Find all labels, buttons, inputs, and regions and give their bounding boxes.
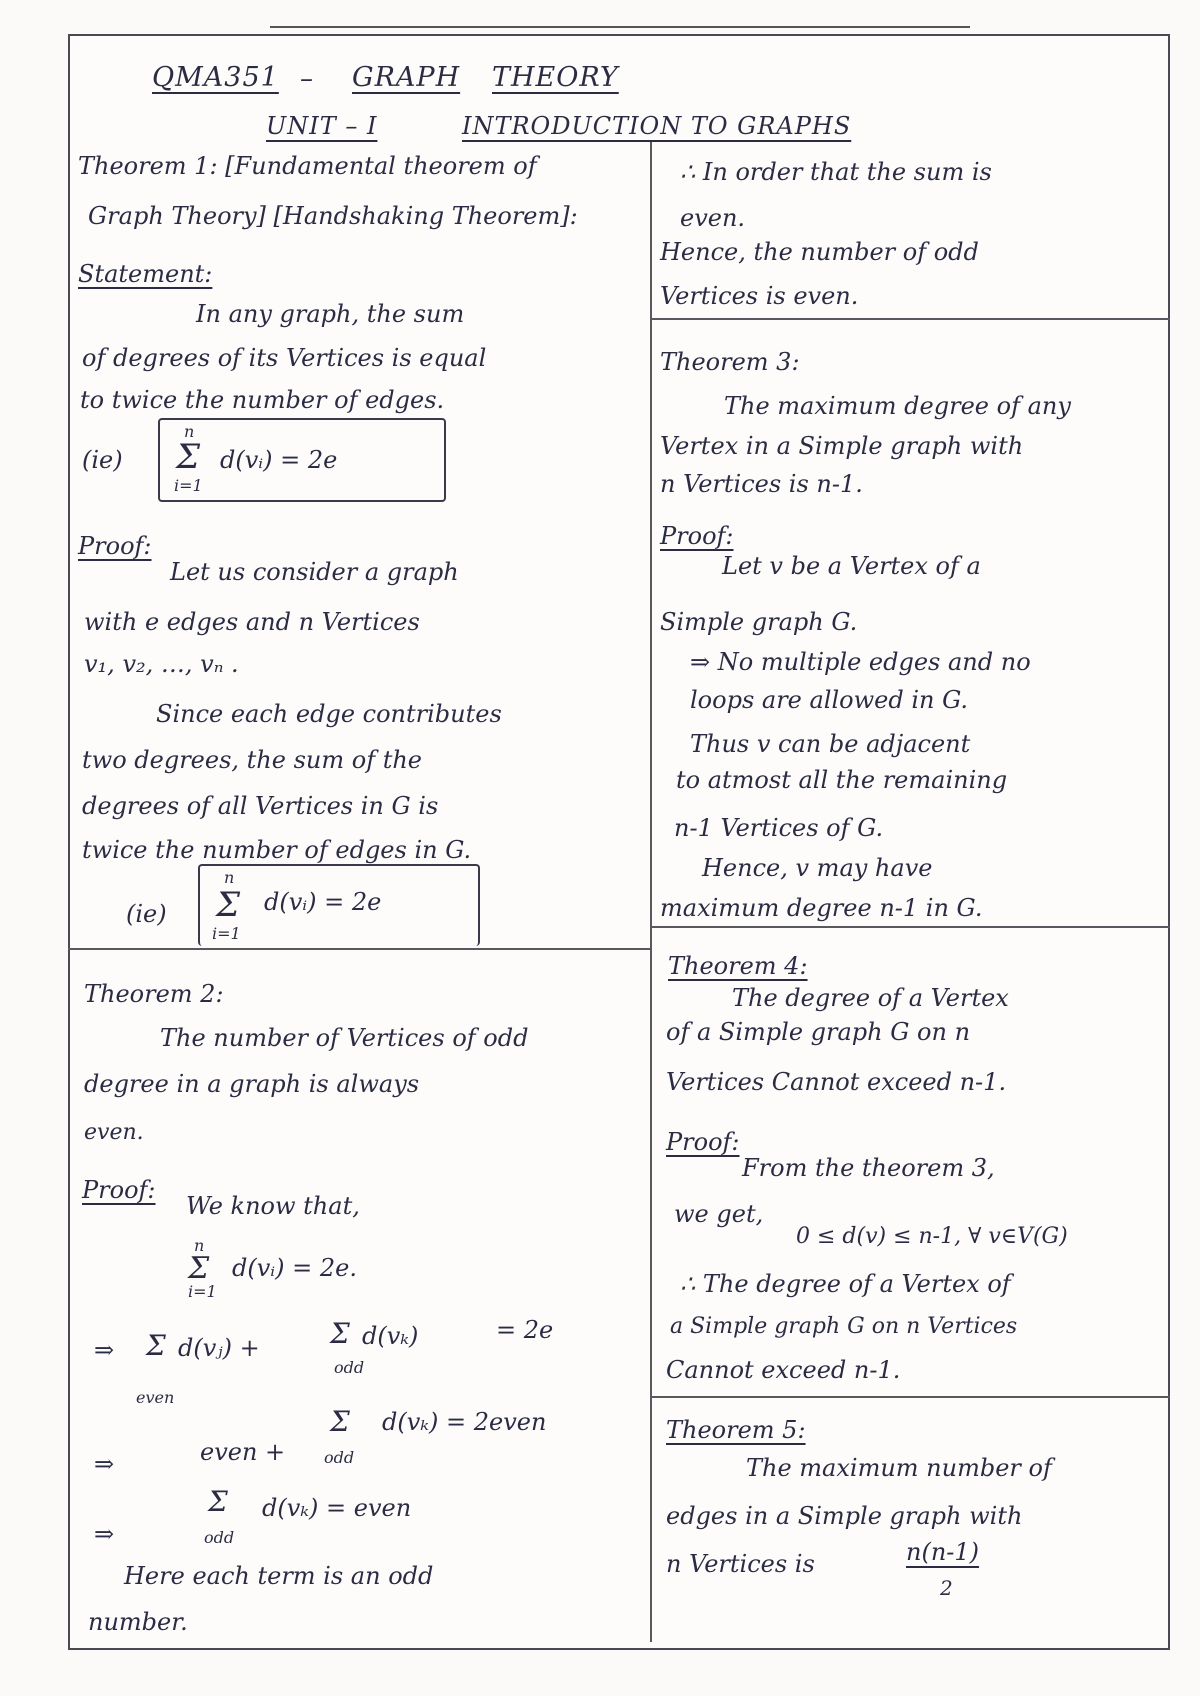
proof1-line1: Let us consider a graph <box>170 558 459 586</box>
course-code: QMA351 <box>152 62 279 93</box>
sigma-upper-3: n <box>194 1236 205 1255</box>
proof2-eq2-left: d(vⱼ) + <box>178 1334 260 1362</box>
theorem1-title: Theorem 1: [Fundamental theorem of <box>78 152 537 180</box>
handshake-formula: d(vᵢ) = 2e <box>220 446 338 474</box>
left-section-divider <box>68 948 652 950</box>
theorem4-line2: of a Simple graph G on n <box>666 1018 971 1046</box>
right-divider-3 <box>650 1396 1170 1398</box>
proof2-eq4: d(vₖ) = even <box>262 1494 412 1522</box>
sigma-lower: i=1 <box>174 476 203 495</box>
theorem3-title: Theorem 3: <box>660 348 800 376</box>
proof1-formula: d(vᵢ) = 2e <box>264 888 382 916</box>
proof3-line3: ⇒ No multiple edges and no <box>690 648 1031 676</box>
even-subscript: even <box>136 1388 175 1407</box>
statement-heading: Statement: <box>78 260 213 288</box>
right-divider-1 <box>650 318 1170 320</box>
theorem1-title-line2: Graph Theory] [Handshaking Theorem]: <box>88 202 578 230</box>
sigma-symbol-5: Σ <box>330 1317 350 1350</box>
sigma-symbol: Σ <box>176 437 201 477</box>
proof4-inequality: 0 ≤ d(v) ≤ n-1, ∀ v∈V(G) <box>796 1224 1068 1249</box>
theorem3-line2: Vertex in a Simple graph with <box>660 432 1024 460</box>
proof2-line1: We know that, <box>186 1192 360 1220</box>
page-top-edge <box>270 26 970 28</box>
theorem4-line3: Vertices Cannot exceed n-1. <box>666 1068 1007 1096</box>
proof2-eq3-left: even + <box>200 1438 286 1466</box>
proof2-line6: Here each term is an odd <box>124 1562 434 1590</box>
right-line3: Hence, the number of odd <box>660 238 979 266</box>
ie-label-2: (ie) <box>126 900 167 928</box>
right-line2: even. <box>680 204 746 232</box>
header-dash: – <box>300 64 313 94</box>
proof3-heading: Proof: <box>660 522 734 550</box>
theorem5-title: Theorem 5: <box>666 1416 806 1444</box>
sigma-upper: n <box>184 422 195 441</box>
column-divider <box>650 142 652 1642</box>
theorem2-line2: degree in a graph is always <box>84 1070 420 1098</box>
theorem2-line3: even. <box>84 1120 144 1145</box>
proof3-line5: Thus v can be adjacent <box>690 730 971 758</box>
right-line4: Vertices is even. <box>660 282 859 310</box>
proof2-eq1: d(vᵢ) = 2e. <box>232 1254 357 1282</box>
theorem5-line2: edges in a Simple graph with <box>666 1502 1023 1530</box>
proof4-line5: a Simple graph G on n Vertices <box>670 1314 1018 1339</box>
statement-line3: to twice the number of edges. <box>80 386 445 414</box>
header-title-theory: THEORY <box>492 62 619 93</box>
sigma-symbol-3: Σ <box>188 1251 210 1286</box>
proof3-line7: n-1 Vertices of G. <box>674 814 884 842</box>
implies-2: ⇒ <box>94 1450 115 1478</box>
sigma-symbol-6: Σ <box>330 1405 350 1438</box>
statement-line1: In any graph, the sum <box>196 300 465 328</box>
unit-title: INTRODUCTION TO GRAPHS <box>462 112 852 140</box>
proof1-line3: v₁, v₂, …, vₙ . <box>84 650 239 678</box>
implies-3: ⇒ <box>94 1520 115 1548</box>
ie-label: (ie) <box>82 446 123 474</box>
proof2-eq3-right: d(vₖ) = 2even <box>382 1408 547 1436</box>
theorem2-title: Theorem 2: <box>84 980 224 1008</box>
proof1-line4: Since each edge contributes <box>156 700 502 728</box>
implies-1: ⇒ <box>94 1336 115 1364</box>
proof2-eq2-right: = 2e <box>496 1316 554 1344</box>
proof2-eq2-mid: d(vₖ) <box>362 1322 419 1350</box>
statement-line2: of degrees of its Vertices is equal <box>82 344 487 372</box>
header-title-graph: GRAPH <box>352 62 461 93</box>
theorem4-line1: The degree of a Vertex <box>732 984 1009 1012</box>
proof3-line2: Simple graph G. <box>660 608 858 636</box>
odd-subscript-3: odd <box>204 1528 235 1547</box>
fraction-denominator: 2 <box>940 1576 953 1600</box>
proof2-heading: Proof: <box>82 1176 156 1204</box>
proof1-heading: Proof: <box>78 532 152 560</box>
proof4-line6: Cannot exceed n-1. <box>666 1356 901 1384</box>
proof1-line6: degrees of all Vertices in G is <box>82 792 439 820</box>
proof3-line8: Hence, v may have <box>702 854 933 882</box>
proof4-line1: From the theorem 3, <box>742 1154 995 1182</box>
sigma-lower-2: i=1 <box>212 924 241 943</box>
proof3-line1: Let v be a Vertex of a <box>722 552 981 580</box>
theorem2-line1: The number of Vertices of odd <box>160 1024 529 1052</box>
proof3-line6: to atmost all the remaining <box>676 766 1008 794</box>
unit-label: UNIT – I <box>266 112 378 140</box>
theorem5-line1: The maximum number of <box>746 1454 1052 1482</box>
odd-subscript: odd <box>334 1358 365 1377</box>
sigma-upper-2: n <box>224 868 235 887</box>
sigma-lower-3: i=1 <box>188 1282 217 1301</box>
sigma-symbol-2: Σ <box>216 885 241 925</box>
proof3-line9: maximum degree n-1 in G. <box>660 894 983 922</box>
proof4-line2: we get, <box>674 1200 764 1228</box>
proof3-line4: loops are allowed in G. <box>690 686 969 714</box>
proof4-line4: ∴ The degree of a Vertex of <box>680 1270 1011 1298</box>
proof1-line7: twice the number of edges in G. <box>82 836 472 864</box>
theorem4-title: Theorem 4: <box>668 952 808 980</box>
right-line1: ∴ In order that the sum is <box>680 158 992 186</box>
sigma-symbol-4: Σ <box>146 1329 166 1362</box>
right-divider-2 <box>650 926 1170 928</box>
theorem3-line1: The maximum degree of any <box>724 392 1071 420</box>
odd-subscript-2: odd <box>324 1448 355 1467</box>
theorem3-line3: n Vertices is n-1. <box>660 470 863 498</box>
proof1-line2: with e edges and n Vertices <box>84 608 420 636</box>
proof1-line5: two degrees, the sum of the <box>82 746 423 774</box>
proof2-line7: number. <box>88 1608 188 1636</box>
sigma-symbol-7: Σ <box>208 1485 228 1518</box>
fraction-numerator: n(n-1) <box>906 1538 980 1566</box>
theorem5-line3: n Vertices is <box>666 1550 815 1578</box>
proof4-heading: Proof: <box>666 1128 740 1156</box>
